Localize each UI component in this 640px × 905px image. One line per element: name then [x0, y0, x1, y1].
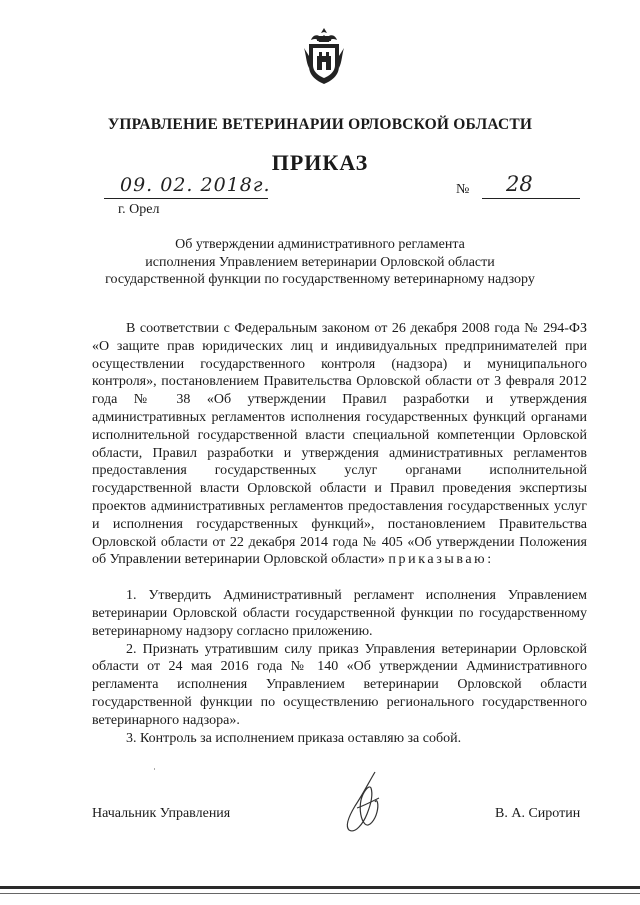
order-item: 3. Контроль за исполнением приказа оставляю за собой.: [126, 730, 462, 746]
number-sign: №: [456, 182, 470, 197]
order-number: 28: [506, 172, 533, 196]
city: г. Орел: [118, 202, 160, 217]
order-item: 2. Признать утратившим силу приказ Управления ветеринарии Орловской области от 24 мая 2016 года № 140 «Об утверждении Административного регламента исполнения Управлением ветеринарии Орловской области государственной функции по осуществлению регионального государственного ветеринарного надзора».: [92, 641, 587, 728]
document-type: ПРИКАЗ: [271, 150, 369, 175]
scan-border: [0, 893, 640, 894]
order-body: [92, 320, 587, 747]
order-date: 09. 02. 2018г.: [120, 174, 271, 196]
subject-line: государственной функции по государственному ветеринарному надзору: [105, 272, 535, 287]
subject-line: Об утверждении административного регламента: [175, 237, 465, 252]
order-subject: [60, 236, 580, 289]
handwritten-signature-icon: [335, 768, 395, 840]
order-item: 1. Утвердить Административный регламент исполнения Управлением ветеринарии Орловской области государственной функции по государственному ветеринарному надзору согласно приложению.: [92, 588, 587, 639]
organization-name: УПРАВЛЕНИЕ ВЕТЕРИНАРИИ ОРЛОВСКОЙ ОБЛАСТИ: [107, 116, 533, 133]
preamble-text: В соответствии с Федеральным законом от 26 декабря 2008 года № 294-ФЗ «О защите прав юридических лиц и индивидуальных предпринимателей при осуществлении государственного контроля (надзора) и муниципального контроля», постановлением Правительства Орловской области от 3 февраля 2012 года № 38 «Об утверждении Правил разработки и утверждения административных регламентов исполнения государственных функций органами исполнительной государственной власти специальной компетенции Орловской области, Правил разработки и утверждения административных регламентов предоставления государственных услуг органами исполнительной государственной власти Орловской области и Правил проведения экспертизы проектов административных регламентов предоставления государственных услуг и исполнения государственных функций», постановлением Правительства Орловской области от 22 декабря 2014 года № 405 «Об утверждении Положения об Управлении ветеринарии Орловской области»: [92, 321, 587, 568]
preamble-paragraph: [92, 320, 587, 569]
signatory-position: Начальник Управления: [92, 806, 231, 821]
order-word: приказываю:: [388, 552, 494, 568]
coat-of-arms-icon: [303, 26, 345, 86]
signatory-name: В. А. Сиротин: [495, 806, 581, 821]
scan-border: [0, 886, 640, 889]
subject-line: исполнения Управлением ветеринарии Орловской области: [145, 254, 495, 270]
scan-speck: [154, 768, 155, 770]
